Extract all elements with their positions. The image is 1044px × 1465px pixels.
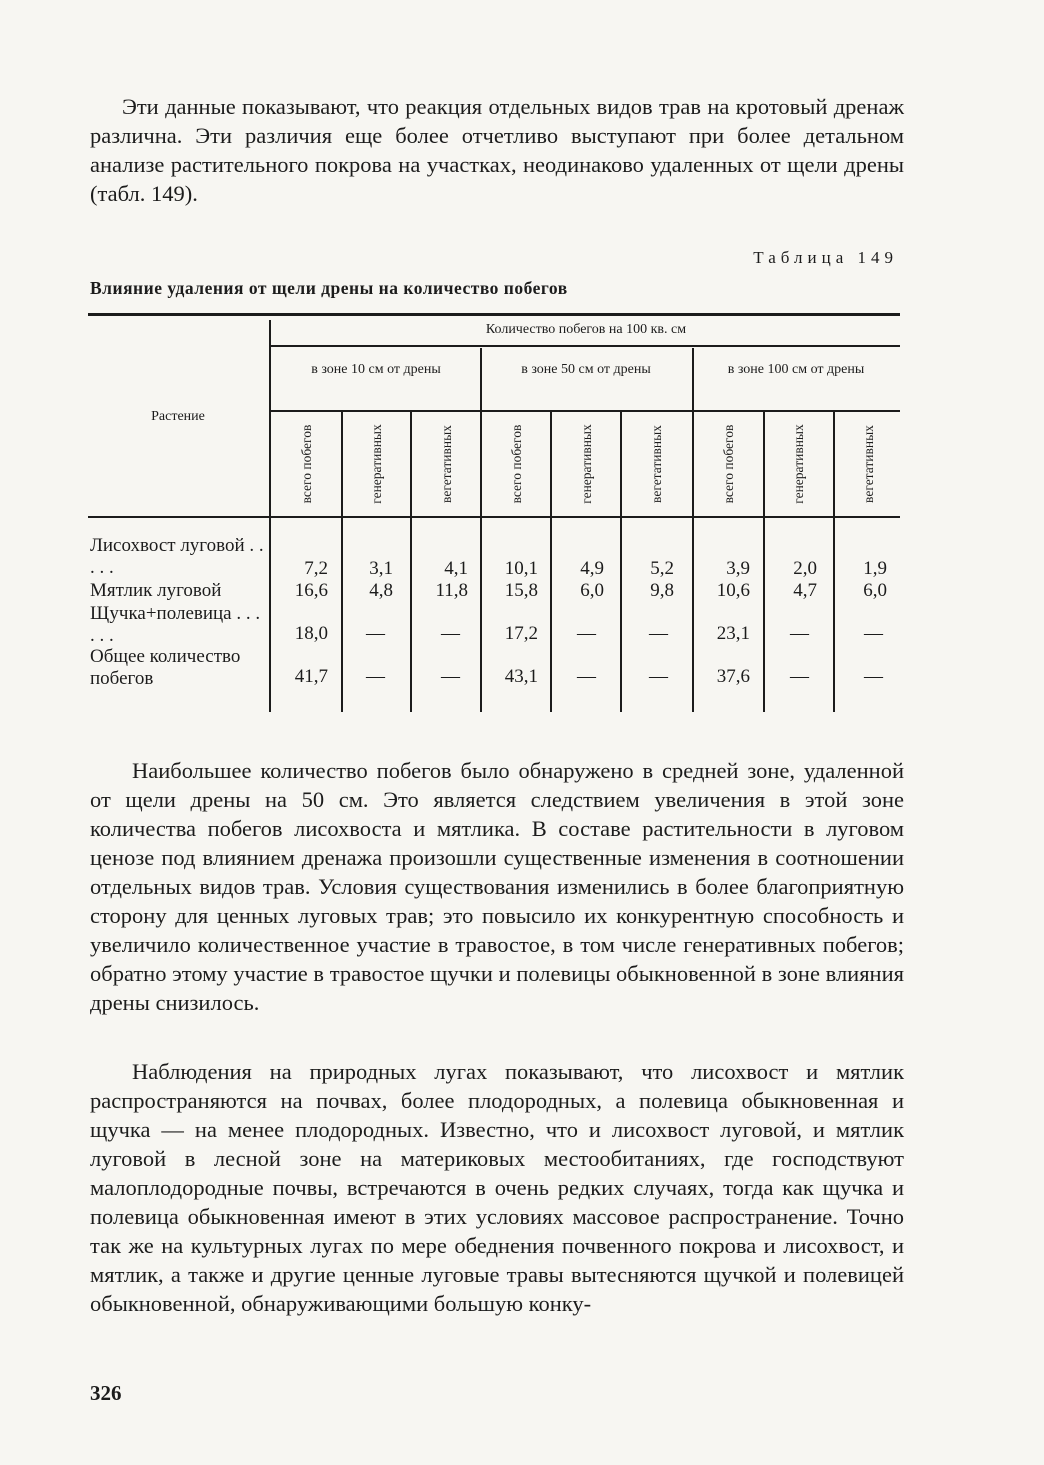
table-cell: — — [366, 623, 385, 644]
table-cell: 10,6 — [716, 580, 750, 601]
table-cell: — — [790, 623, 809, 644]
subheader-vegetative-10: вегетативных — [438, 425, 454, 503]
table-cell: 5,2 — [650, 558, 674, 579]
header-plant: Растение — [151, 409, 205, 424]
table-cell: 16,6 — [294, 580, 328, 601]
table-header-bottom-rule — [88, 516, 900, 518]
table-vline — [269, 320, 271, 712]
subheader-total-100: всего побегов — [720, 424, 736, 504]
table-cell: — — [864, 623, 883, 644]
table-cell: 7,2 — [304, 558, 328, 579]
table-cell: — — [649, 666, 668, 687]
table-cell: — — [441, 666, 460, 687]
table-zone-rule — [270, 410, 900, 412]
table-cell: 4,7 — [793, 580, 817, 601]
table-cell: 41,7 — [294, 666, 328, 687]
table-cell: 37,6 — [716, 666, 750, 687]
subheader-generative-10: генеративных — [368, 424, 384, 504]
table-cell: 3,1 — [369, 558, 393, 579]
table-cell: 4,8 — [369, 580, 393, 601]
table-cell: 10,1 — [504, 558, 538, 579]
intro-paragraph: Эти данные показывают, что реакция отдельных видов трав на кротовый дренаж различна. Эти различия еще более отчетливо выступают при более детальном анализе растительного покрова на участках, неодинаково удаленных от щели дрены (табл. 149). — [90, 94, 904, 206]
subheader-vegetative-50: вегетативных — [648, 425, 664, 503]
table-cell: — — [790, 666, 809, 687]
table-cell: 23,1 — [716, 623, 750, 644]
table-cell: 18,0 — [294, 623, 328, 644]
table-cell: 4,9 — [580, 558, 604, 579]
table-cell: 1,9 — [863, 558, 887, 579]
row-name-hairgrass-bentgrass: Щучка+полевица . . . . . . — [90, 603, 261, 646]
header-zone-10: в зоне 10 см от дрены — [311, 362, 441, 377]
table-cell: — — [864, 666, 883, 687]
body-paragraph-2: Наблюдения на природных лугах показывают, что лисохвост и мятлик распространяются на почвах, более плодородных, а полевица обыкновенная и щучка — на менее плодородных. Известно, что и лисохвост луговой, и мятлик луговой в лесной зоне на материковых местообитаниях, где господствуют малоплодородные почвы, встречаются в очень редких случаях, тогда как щучка и полевица обыкновенная имеют в этих условиях массовое распространение. Точно так же на культурных лугах по мере обеднения почвенного покрова и лисохвост, и мятлик, а также и другие ценные луговые травы вытесняются щучкой и полевицей обыкновенной, обнаруживающими большую конку- — [90, 1059, 904, 1316]
table-group-rule — [270, 345, 900, 347]
table-cell: 11,8 — [435, 580, 468, 601]
subheader-vegetative-100: вегетативных — [860, 425, 876, 503]
table-cell: — — [577, 623, 596, 644]
header-zone-100: в зоне 100 см от дрены — [727, 362, 865, 377]
subheader-total-50: всего побегов — [508, 424, 524, 504]
table-vline — [480, 348, 482, 712]
subheader-generative-100: генеративных — [790, 424, 806, 504]
table-cell: 6,0 — [580, 580, 604, 601]
table-cell: 15,8 — [504, 580, 538, 601]
row-name-bluegrass: Мятлик луговой — [90, 580, 222, 601]
body-paragraph-1: Наибольшее количество побегов было обнаружено в средней зоне, удаленной от щели дрены на 50 см. Это является следствием увеличения в этой зоне количества побегов лисохвоста и мятлика. В составе растительности в луговом ценозе под влиянием дренажа произошли существенные изменения в соотношении отдельных видов трав. Условия существования изменились в более благоприятную сторону для ценных луговых трав; это повысило их конкурентную способность и увеличило количественное участие в травостое, в том числе генеративных побегов; обратно этому участие в травостое щучки и полевицы обыкновенной в зоне влияния дрены снизилось. — [90, 758, 904, 1015]
page-number: 326 — [90, 1381, 122, 1405]
table-cell: 9,8 — [650, 580, 674, 601]
table-cell: — — [441, 623, 460, 644]
row-name-foxtail: Лисохвост луговой . . . . . — [90, 535, 264, 578]
table-top-rule — [88, 313, 900, 316]
header-group: Количество побегов на 100 кв. см — [485, 322, 687, 337]
table-label: Таблица 149 — [753, 248, 898, 267]
subheader-generative-50: генеративных — [578, 424, 594, 504]
table-cell: — — [649, 623, 668, 644]
table-cell: — — [366, 666, 385, 687]
table-vline — [692, 348, 694, 712]
table-cell: 43,1 — [504, 666, 538, 687]
table-cell: — — [577, 666, 596, 687]
row-name-total: Общее количество побегов — [90, 646, 241, 689]
table-cell: 6,0 — [863, 580, 887, 601]
table-cell: 17,2 — [504, 623, 538, 644]
table-title: Влияние удаления от щели дрены на количество побегов — [90, 278, 568, 298]
table-cell: 3,9 — [726, 558, 750, 579]
header-zone-50: в зоне 50 см от дрены — [521, 362, 651, 377]
subheader-total-10: всего побегов — [298, 424, 314, 504]
table-cell: 4,1 — [444, 558, 468, 579]
table-cell: 2,0 — [793, 558, 817, 579]
